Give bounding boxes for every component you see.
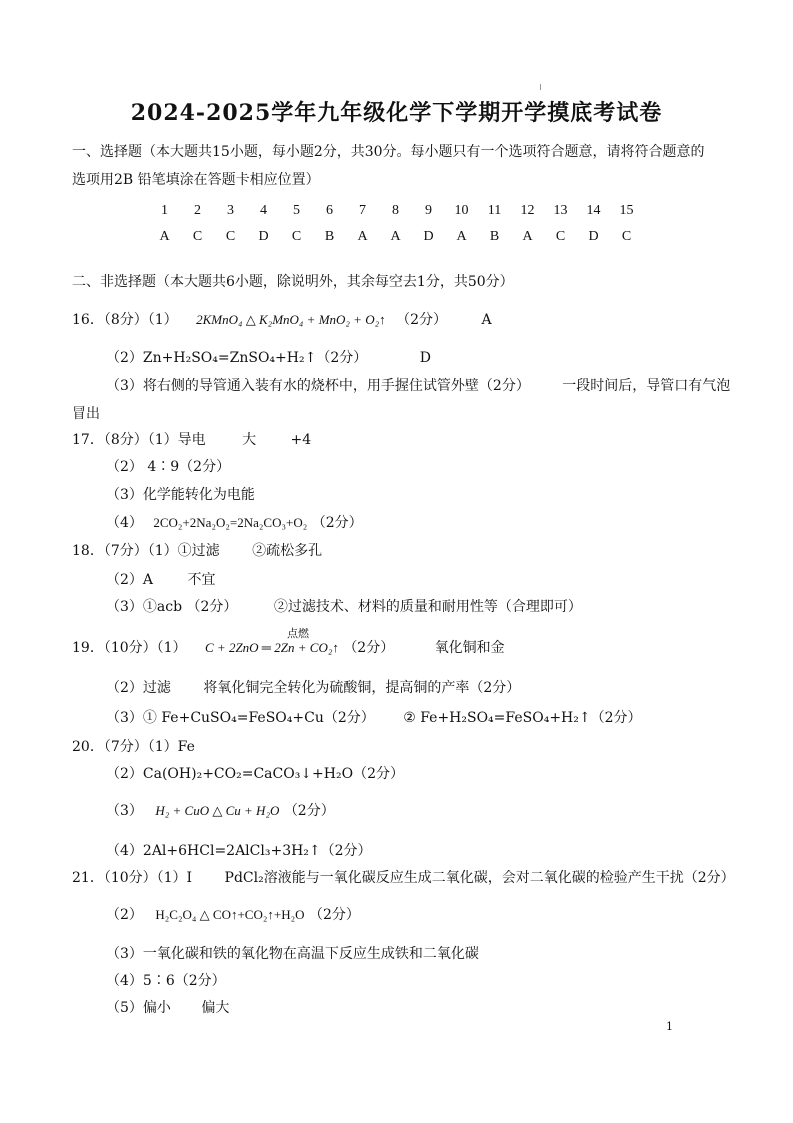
mc-answer: D bbox=[258, 229, 269, 244]
mc-number: 11 bbox=[487, 203, 502, 218]
mc-number: 8 bbox=[392, 203, 399, 218]
mc-answer: A bbox=[522, 229, 533, 244]
section1-heading-line2: 选项用2B 铅笔填涂在答题卡相应位置） bbox=[72, 172, 320, 188]
q19-equation: C + 2ZnO ═ 2Zn + CO₂↑ bbox=[205, 640, 339, 655]
q17-part1: 17．（8分）（1）导电 bbox=[72, 432, 206, 448]
mc-answer: B bbox=[324, 229, 335, 244]
mc-number: 14 bbox=[586, 203, 601, 218]
q19-equation-wrap bbox=[205, 627, 339, 658]
mc-answer: A bbox=[159, 229, 170, 244]
q21-line3: （3）一氧化碳和铁的氧化物在高温下反应生成铁和二氧化碳 bbox=[106, 946, 479, 962]
mc-answer-table bbox=[148, 198, 643, 250]
page-title: 2024-2025学年九年级化学下学期开学摸底考试卷 bbox=[130, 100, 663, 126]
q19-condition: 点燃 bbox=[287, 627, 309, 640]
q21-score: （2分） bbox=[309, 907, 360, 923]
q18-line1 bbox=[72, 541, 322, 561]
mc-number: 12 bbox=[520, 203, 535, 218]
mc-answer: C bbox=[555, 229, 566, 244]
q18-part3-b: ②过滤技术、材料的质量和耐用性等（合理即可） bbox=[273, 599, 582, 615]
q21-line5 bbox=[106, 998, 229, 1018]
q18-part1: 18．（7分）（1）①过滤 bbox=[72, 543, 220, 559]
mc-number: 5 bbox=[293, 203, 300, 218]
mc-answer-row bbox=[148, 224, 643, 250]
mc-answer: D bbox=[588, 229, 599, 244]
q20-line4: （4）2Al+6HCl=2AlCl₃+3H₂↑（2分） bbox=[106, 843, 372, 859]
q21-equation: H₂C₂O₄ △ CO↑+CO₂↑+H₂O bbox=[155, 907, 305, 922]
mc-number: 2 bbox=[194, 203, 201, 218]
q16-part2: （2）Zn+H₂SO₄=ZnSO₄+H₂↑（2分） bbox=[106, 350, 368, 366]
mc-number: 15 bbox=[619, 203, 634, 218]
q19-answer: 氧化铜和金 bbox=[434, 640, 505, 656]
q17-line1 bbox=[72, 430, 311, 450]
q16-line3-cont: 冒出 bbox=[72, 406, 100, 422]
q19-line3 bbox=[106, 708, 642, 728]
q21-part1: 21．（10分）（1）I bbox=[72, 870, 193, 886]
mc-number: 6 bbox=[326, 203, 333, 218]
mc-answer: C bbox=[291, 229, 302, 244]
mc-answer: C bbox=[225, 229, 236, 244]
q16-answer1: A bbox=[481, 312, 492, 328]
q17-score: （2分） bbox=[311, 515, 363, 531]
q20-line3 bbox=[106, 801, 335, 821]
q18-part1-b: ②疏松多孔 bbox=[252, 543, 323, 559]
mc-answer: B bbox=[489, 229, 500, 244]
q21-line4: （4）5∶6（2分） bbox=[106, 973, 226, 989]
q20-score: （2分） bbox=[283, 803, 335, 819]
q19-line1 bbox=[72, 627, 505, 658]
q19-part2-b: 将氧化铜完全转化为硫酸铜，提高铜的产率（2分） bbox=[203, 680, 521, 696]
q18-line2 bbox=[106, 570, 215, 590]
q16-equation: 2KMnO₄ △ K₂MnO₄ + MnO₂ + O₂↑ bbox=[196, 312, 386, 327]
q16-score: （2分） bbox=[396, 312, 447, 328]
mc-answer: A bbox=[390, 229, 401, 244]
q21-part5-b: 偏大 bbox=[201, 1000, 230, 1016]
q18-part2: （2）A bbox=[106, 572, 154, 588]
q20-line2: （2）Ca(OH)₂+CO₂=CaCO₃↓+H₂O（2分） bbox=[106, 766, 404, 782]
q21-part1-b: PdCl₂溶液能与一氧化碳反应生成二氧化碳，会对二氧化碳的检验产生干扰（2分） bbox=[224, 870, 735, 886]
mc-number: 7 bbox=[359, 203, 366, 218]
section2-heading: 二、非选择题（本大题共6小题，除说明外，其余每空去1分，共50分） bbox=[72, 274, 514, 290]
q19-score: （2分） bbox=[343, 640, 395, 656]
q17-part1-c: +4 bbox=[290, 432, 312, 448]
q18-line3 bbox=[106, 597, 582, 617]
q17-line4 bbox=[106, 513, 363, 533]
mc-number: 1 bbox=[161, 203, 168, 218]
q19-part3a: （3）① Fe+CuSO₄=FeSO₄+Cu（2分） bbox=[106, 710, 375, 726]
mc-number: 10 bbox=[454, 203, 469, 218]
mc-number-row bbox=[148, 198, 643, 224]
q16-answer2: D bbox=[419, 350, 431, 366]
q21-part2: （2） bbox=[106, 907, 143, 923]
q16-part3: （3）将右侧的导管通入装有水的烧杯中，用手握住试管外壁（2分） bbox=[106, 378, 530, 394]
mc-answer: C bbox=[621, 229, 632, 244]
page-number: 1 bbox=[666, 1020, 673, 1033]
q19-part1: 19．（10分）（1） bbox=[72, 640, 187, 656]
q17-line3: （3）化学能转化为电能 bbox=[106, 487, 255, 503]
q16-line2 bbox=[106, 348, 431, 368]
q18-part2-b: 不宜 bbox=[187, 572, 216, 588]
q19-part2: （2）过滤 bbox=[106, 680, 171, 696]
mc-number: 9 bbox=[425, 203, 432, 218]
q19-line2 bbox=[106, 678, 520, 698]
section1-heading-line1: 一、选择题（本大题共15小题，每小题2分，共30分。每小题只有一个选项符合题意，请将符合题意的 bbox=[72, 144, 705, 160]
q19-part3b: ② Fe+H₂SO₄=FeSO₄+H₂↑（2分） bbox=[403, 710, 642, 726]
mc-number: 3 bbox=[227, 203, 234, 218]
q18-part3: （3）①acb （2分） bbox=[106, 599, 238, 615]
q21-line1 bbox=[72, 868, 735, 888]
mc-answer: A bbox=[357, 229, 368, 244]
mc-answer: C bbox=[192, 229, 203, 244]
q20-line1: 20．（7分）（1）Fe bbox=[72, 739, 195, 755]
mc-number: 13 bbox=[553, 203, 568, 218]
q16-label: 16．（8分）（1） bbox=[72, 312, 178, 328]
q17-part1-b: 大 bbox=[242, 432, 257, 448]
q17-part4: （4） bbox=[106, 515, 143, 531]
mc-number: 4 bbox=[260, 203, 267, 218]
q17-line2: （2） 4∶9（2分） bbox=[106, 459, 231, 475]
q20-part3: （3） bbox=[106, 803, 143, 819]
q20-equation: H₂ + CuO △ Cu + H₂O bbox=[155, 803, 280, 818]
q17-equation: 2CO₂+2Na₂O₂=2Na₂CO₃+O₂ bbox=[153, 515, 308, 530]
q21-part5: （5）偏小 bbox=[106, 1000, 171, 1016]
q16-line3 bbox=[106, 376, 730, 396]
scan-mark bbox=[540, 84, 541, 90]
mc-answer: D bbox=[423, 229, 434, 244]
q16-part3-result: 一段时间后，导管口有气泡 bbox=[562, 378, 731, 394]
mc-answer: A bbox=[456, 229, 467, 244]
q16-line1 bbox=[72, 310, 492, 330]
q21-line2 bbox=[106, 905, 360, 925]
